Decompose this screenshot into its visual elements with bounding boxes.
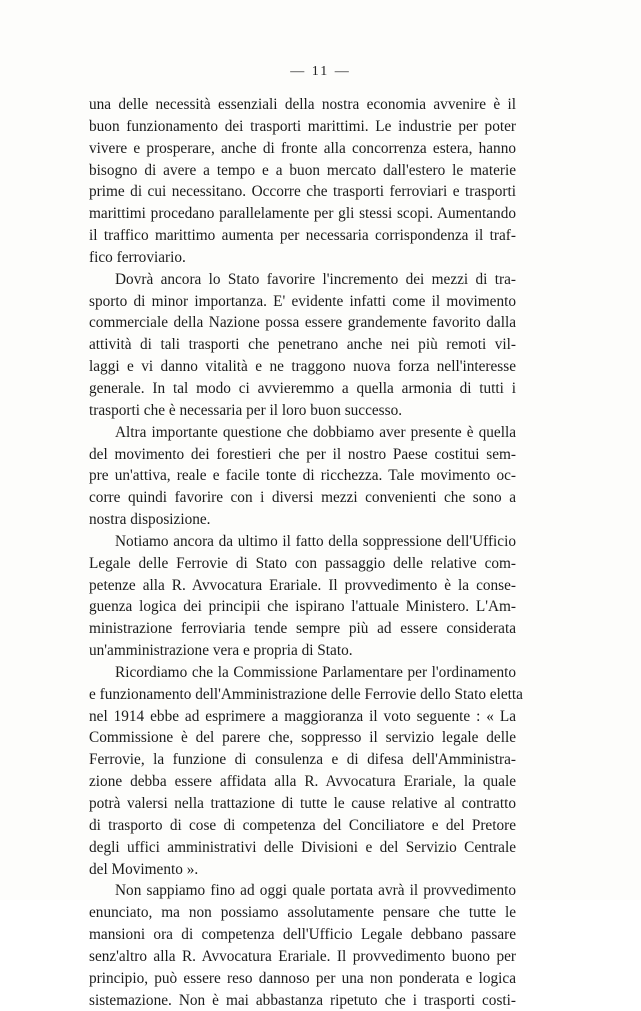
text-line: nostra disposizione. (89, 511, 211, 529)
text-line: prime di cui necessitano. Occorre che trasporti ferroviari e trasporti (89, 183, 516, 201)
text-line: laggi e vi danno vitalità e ne traggono nuova forza nell'interesse (89, 358, 516, 376)
text-line: ministrazione ferroviaria tende sempre più ad essere considerata (89, 620, 516, 638)
text-line: guenza logica dei principii che ispirano l'attuale Ministero. L'Am- (89, 598, 516, 616)
text-line: Commissione è del parere che, soppresso il servizio legale delle (89, 729, 516, 747)
text-line: nel 1914 ebbe ad esprimere a maggioranza il voto seguente : « La (89, 707, 516, 725)
text-line: Legale delle Ferrovie di Stato con passaggio delle relative com- (89, 554, 516, 572)
text-line: di trasporto di cose di competenza del Conciliatore e del Pretore (89, 816, 516, 834)
text-line: Altra importante questione che dobbiamo aver presente è quella (115, 423, 516, 441)
text-line: trasporti che è necessaria per il loro buon successo. (89, 401, 403, 419)
text-line: degli uffici amministrativi delle Divisioni e del Servizio Centrale (89, 838, 516, 856)
paragraph-3 (89, 422, 516, 531)
text-line: e funzionamento dell'Amministrazione delle Ferrovie dello Stato eletta (89, 685, 523, 703)
text-line: sistemazione. Non è mai abbastanza ripetuto che i trasporti costi- (89, 991, 516, 1009)
text-line: fico ferroviario. (89, 248, 186, 266)
text-line: principio, può essere reso dannoso per una non ponderata e logica (89, 969, 516, 987)
text-line: sporto di minor importanza. E' evidente infatti come il movimento (89, 292, 516, 310)
text-line: mansioni ora di competenza dell'Ufficio Legale debbano passare (89, 926, 516, 944)
body-text (89, 94, 523, 1011)
text-line: Non sappiamo fino ad oggi quale portata avrà il provvedimento (115, 882, 516, 900)
text-line: Notiamo ancora da ultimo il fatto della soppressione dell'Ufficio (115, 532, 516, 550)
text-line: enunciato, ma non possiamo assolutamente pensare che tutte le (89, 904, 516, 922)
text-line: commerciale della Nazione possa essere grandemente favorito dalla (89, 314, 516, 332)
text-line: bisogno di avere a tempo e a buon mercato dall'estero le materie (89, 161, 516, 179)
text-line: zione debba essere affidata alla R. Avvocatura Erariale, la quale (89, 773, 516, 791)
paragraph-2 (89, 269, 516, 422)
text-line: Ferrovie, la funzione di consulenza e di difesa dell'Amministra- (89, 751, 516, 769)
text-line: il traffico marittimo aumenta per necessaria corrispondenza il traf- (89, 227, 516, 245)
text-line: attività di tali trasporti che penetrano anche nei più remoti vil- (89, 336, 516, 354)
text-line: del Movimento ». (89, 860, 199, 878)
text-line: marittimi procedano parallelamente per gli stessi scopi. Aumentando (89, 205, 516, 223)
text-line: potrà valersi nella trattazione di tutte le cause relative al contratto (89, 795, 516, 812)
text-line: generale. In tal modo ci avvieremmo a quella armonia di tutti i (89, 379, 516, 397)
text-line: Dovrà ancora lo Stato favorire l'incremento dei mezzi di tra- (115, 270, 516, 288)
text-line: una delle necessità essenziali della nostra economia avvenire è il (89, 96, 516, 113)
text-line: del movimento dei forestieri che per il nostro Paese costitui sem- (89, 445, 516, 463)
text-line: buon funzionamento dei trasporti marittimi. Le industrie per poter (89, 117, 516, 135)
paragraph-1 (89, 94, 516, 269)
text-line: pre un'attiva, reale e facile tonte di ricchezza. Tale movimento oc- (89, 467, 516, 485)
text-line: senz'altro alla R. Avvocatura Erariale. Il provvedimento buono per (89, 947, 516, 965)
page-number: — 11 — (290, 64, 351, 79)
paragraph-5 (89, 662, 523, 880)
paragraph-4 (89, 531, 516, 662)
text-line: un'amministrazione vera e propria di Stato. (89, 642, 353, 660)
text-line: vivere e prosperare, anche di fronte alla concorrenza estera, hanno (89, 139, 516, 157)
text-line: petenze alla R. Avvocatura Erariale. Il provvedimento è la conse- (89, 576, 516, 594)
text-line: corre quindi favorire con i diversi mezzi convenienti che sono a (89, 489, 516, 507)
text-line: Ricordiamo che la Commissione Parlamentare per l'ordinamento (115, 663, 516, 681)
